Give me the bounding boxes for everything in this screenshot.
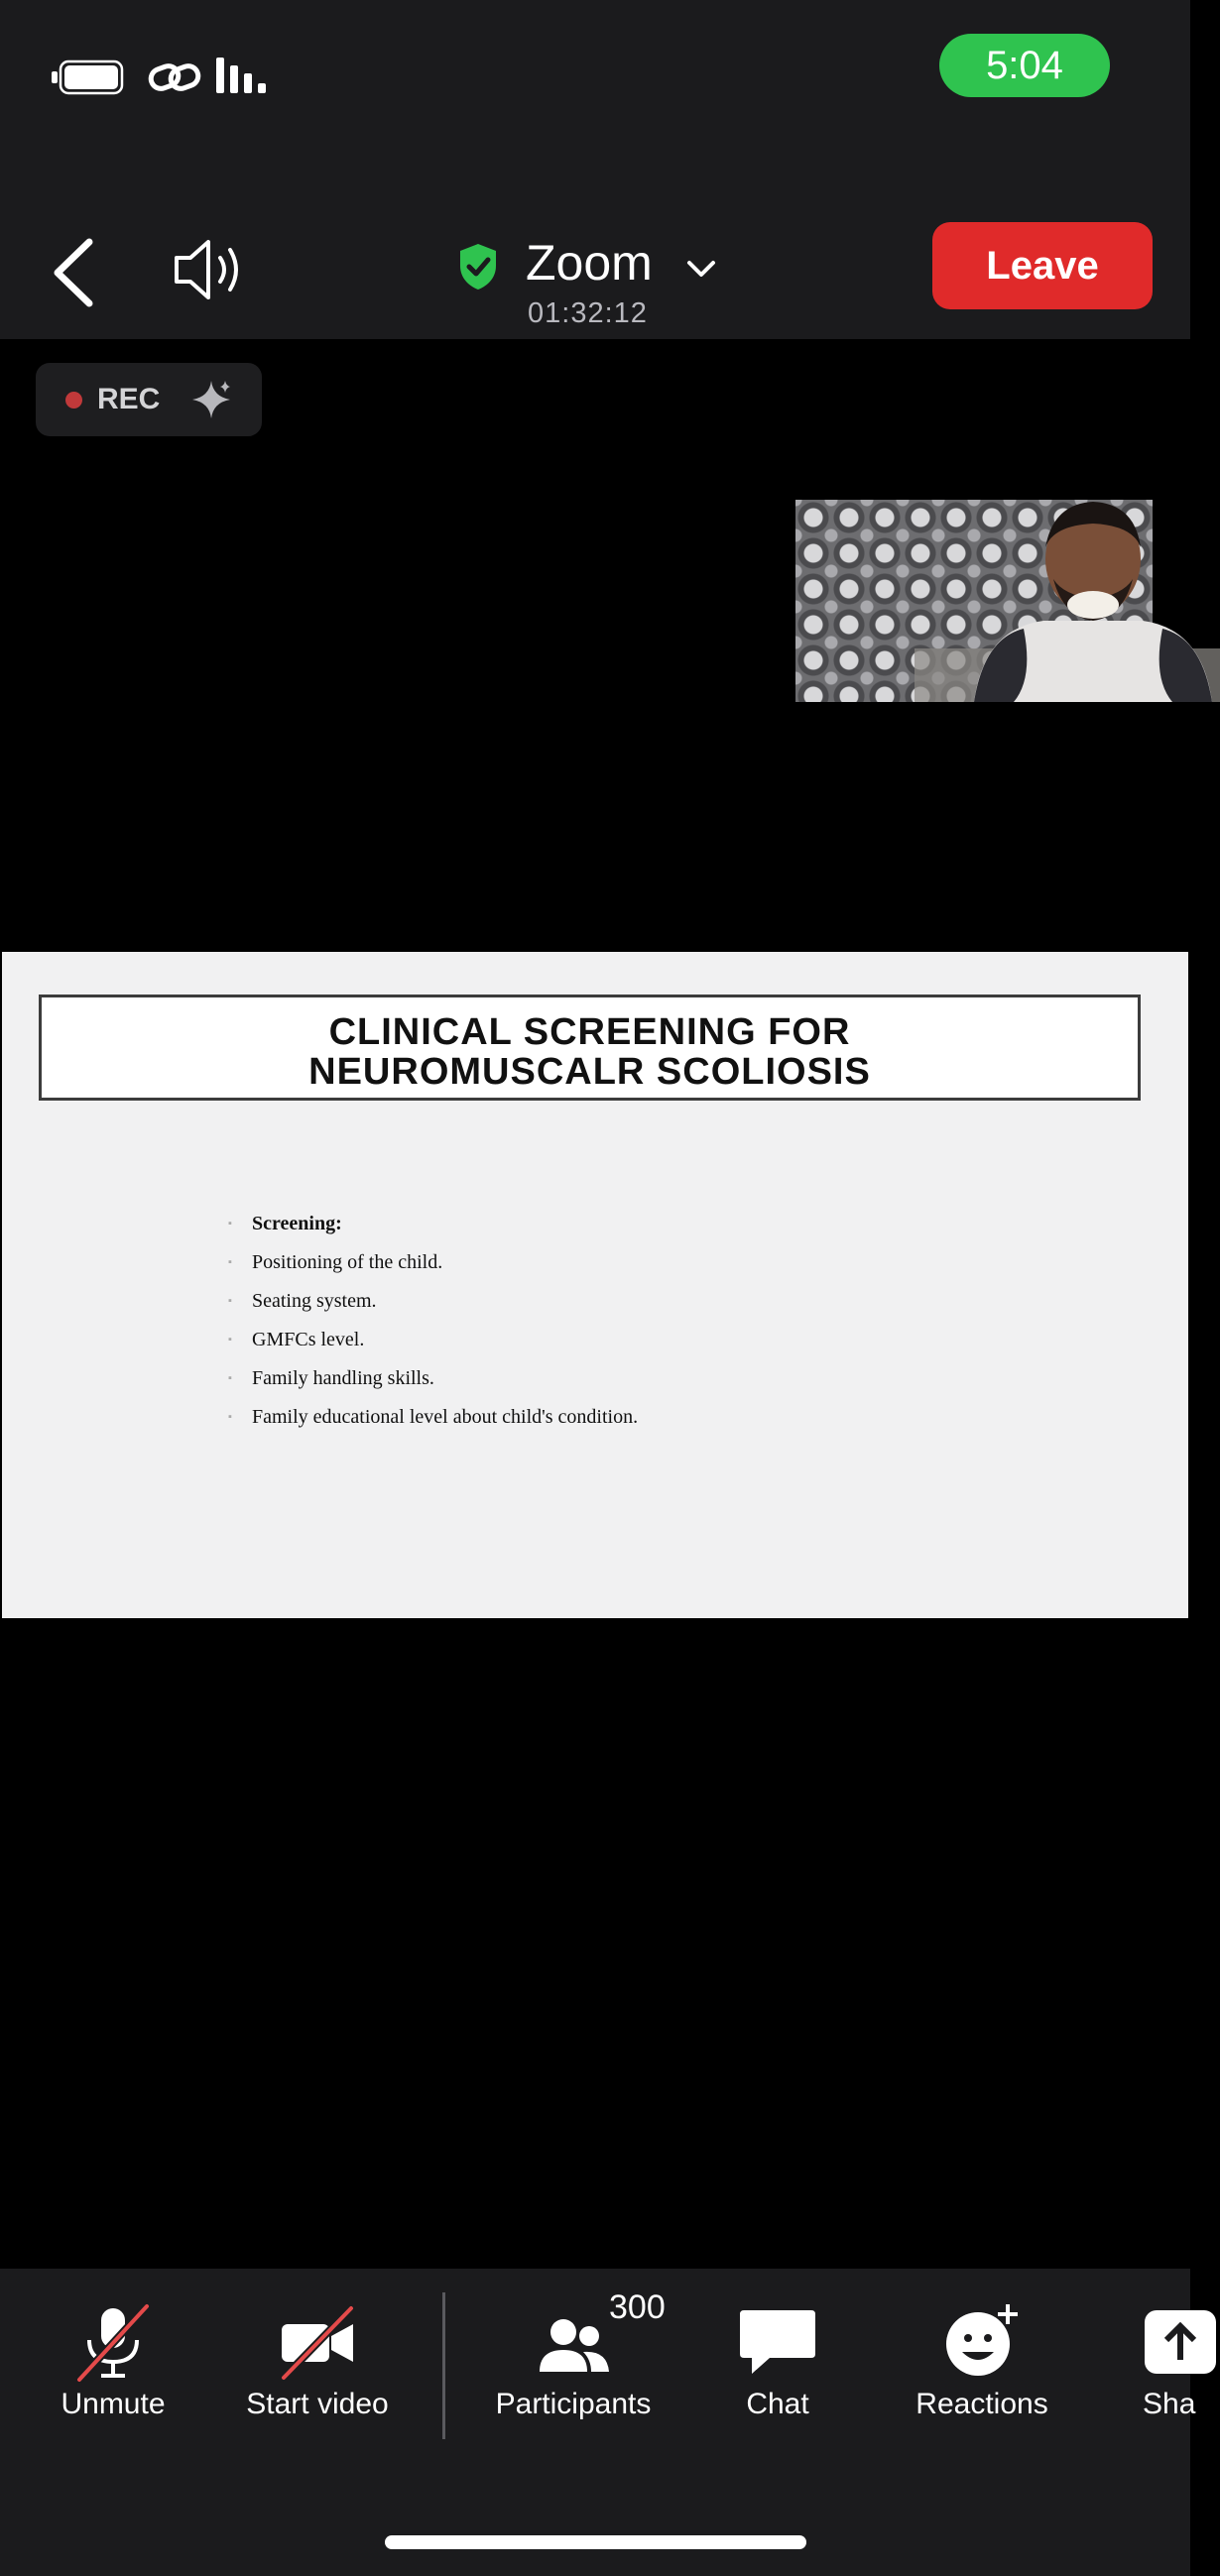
recording-label: REC bbox=[97, 383, 161, 415]
participant-video-thumbnail[interactable] bbox=[795, 500, 1153, 702]
battery-icon bbox=[60, 59, 131, 95]
chat-button[interactable] bbox=[716, 2269, 839, 2427]
slide-bullet: ▪ Family educational level about child's condition. bbox=[228, 1405, 638, 1444]
start-video-button[interactable] bbox=[226, 2269, 409, 2427]
smiley-add-icon bbox=[942, 2302, 1022, 2382]
slide-bullet: ▪ Family handling skills. bbox=[228, 1366, 638, 1405]
slide-bullet: ▪ Seating system. bbox=[228, 1289, 638, 1328]
slide-bullet: ▪ Positioning of the child. bbox=[228, 1250, 638, 1289]
slide-title-line-1: CLINICAL SCREENING FOR bbox=[328, 1011, 851, 1053]
meeting-timer: 01:32:12 bbox=[528, 297, 648, 329]
slide-bullet: ▪ Screening: bbox=[228, 1212, 638, 1250]
reactions-label: Reactions bbox=[915, 2388, 1048, 2420]
participants-count: 300 bbox=[609, 2288, 666, 2326]
chevron-down-icon bbox=[684, 254, 718, 284]
sparkle-icon bbox=[190, 379, 232, 420]
record-dot-icon bbox=[65, 392, 82, 409]
chat-bubble-icon bbox=[738, 2302, 817, 2382]
speaker-icon[interactable] bbox=[169, 234, 254, 305]
meeting-header bbox=[0, 139, 1190, 339]
home-indicator[interactable] bbox=[385, 2535, 806, 2549]
slide-bullet: ▪ GMFCs level. bbox=[228, 1328, 638, 1366]
participants-icon bbox=[534, 2302, 613, 2382]
shared-screen-slide[interactable] bbox=[2, 952, 1188, 1618]
start-video-label: Start video bbox=[246, 2388, 389, 2420]
muted-mic-icon bbox=[73, 2302, 153, 2382]
reactions-button[interactable] bbox=[901, 2269, 1063, 2427]
meeting-toolbar bbox=[0, 2269, 1196, 2576]
unmute-button[interactable] bbox=[40, 2269, 186, 2427]
slide-bullet-list bbox=[228, 1212, 638, 1444]
share-label: Sha bbox=[1143, 2388, 1196, 2420]
encryption-shield-icon bbox=[456, 242, 500, 292]
status-bar bbox=[0, 0, 1190, 139]
status-time: 5:04 bbox=[939, 34, 1110, 97]
participant-video-image bbox=[795, 500, 1153, 702]
slide-title-line-2: NEUROMUSCALR SCOLIOSIS bbox=[308, 1051, 871, 1093]
meeting-title: Zoom bbox=[526, 235, 653, 291]
signal-icon bbox=[216, 56, 272, 95]
personal-hotspot-icon bbox=[147, 58, 202, 97]
video-off-icon bbox=[278, 2302, 357, 2382]
slide-title-box bbox=[39, 995, 1141, 1101]
chat-label: Chat bbox=[746, 2388, 809, 2420]
toolbar-divider bbox=[442, 2292, 445, 2439]
participants-label: Participants bbox=[495, 2388, 652, 2420]
unmute-label: Unmute bbox=[61, 2388, 166, 2420]
leave-button[interactable]: Leave bbox=[932, 222, 1153, 309]
share-icon bbox=[1141, 2302, 1220, 2382]
recording-indicator[interactable] bbox=[36, 363, 262, 436]
share-button[interactable] bbox=[1141, 2269, 1196, 2427]
back-chevron-icon[interactable] bbox=[44, 228, 107, 317]
